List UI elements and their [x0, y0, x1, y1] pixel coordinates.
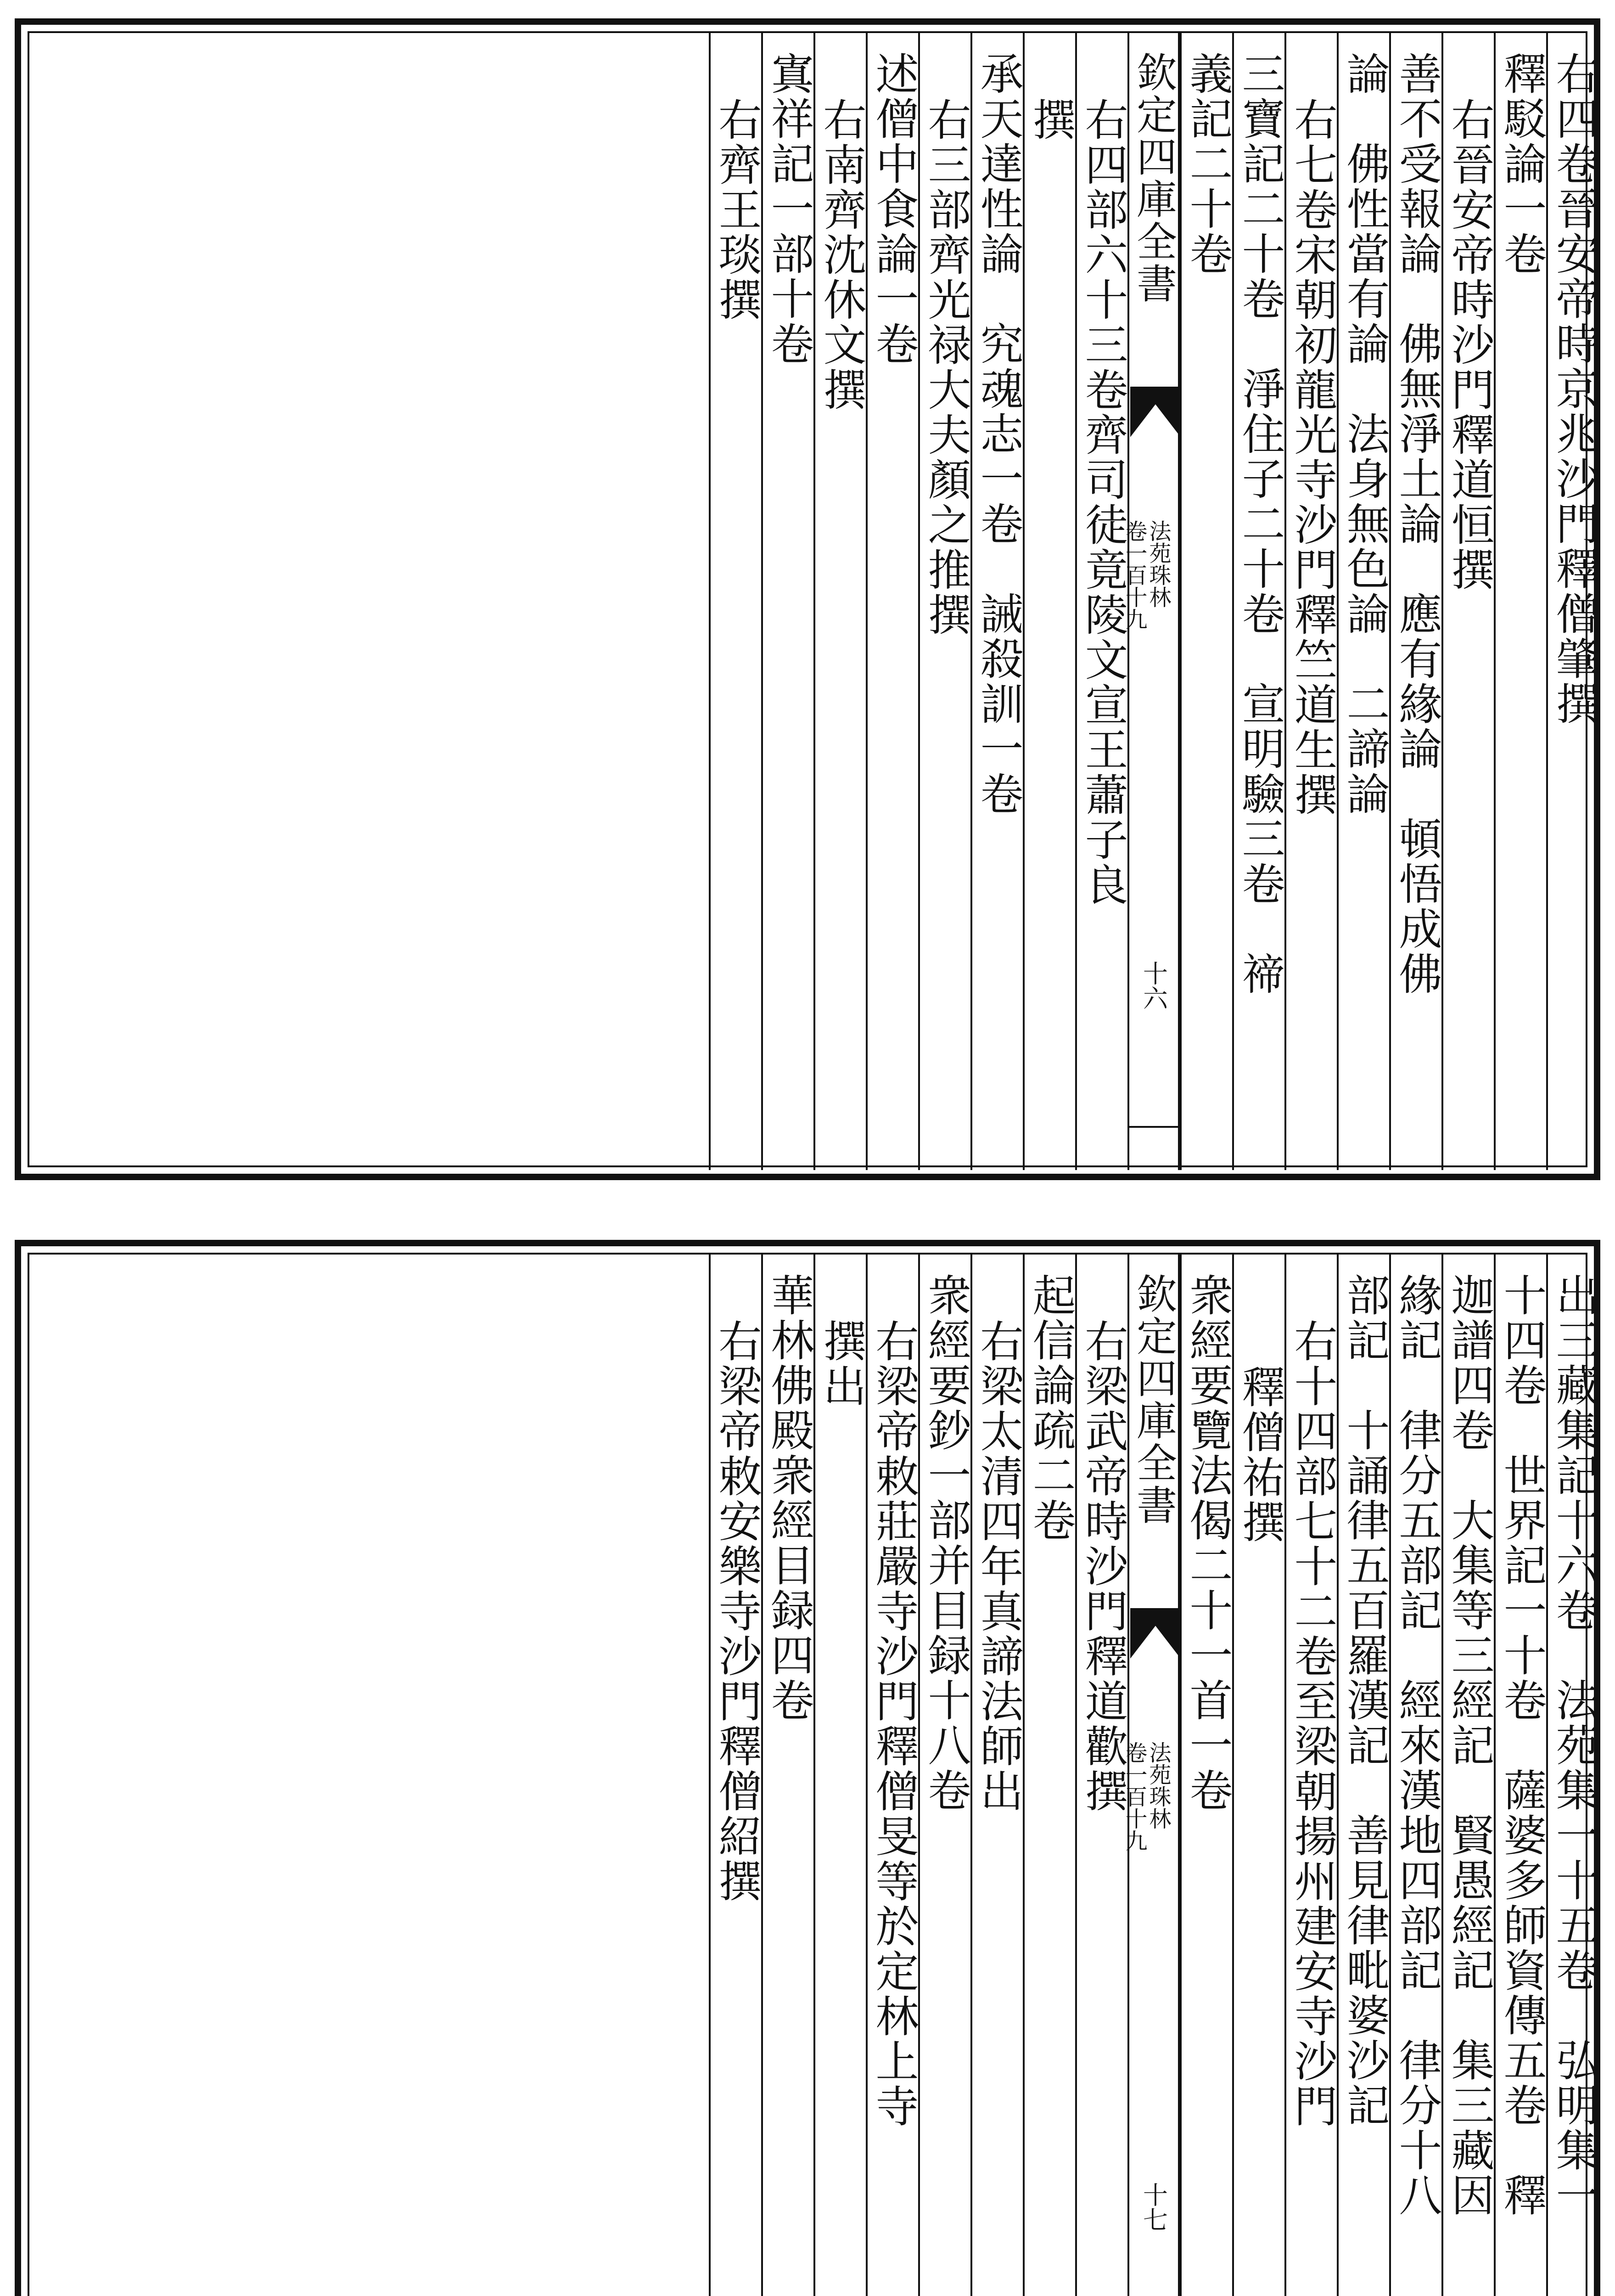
column-text: 衆經要鈔一部并目録十八卷: [920, 1273, 970, 1813]
text-column: [29, 1255, 711, 2296]
text-column: [1075, 1255, 1127, 2296]
text-column: [29, 33, 711, 1170]
column-text: 出三藏集記十六卷 法苑集一十五卷 弘明集一: [1548, 1273, 1598, 2218]
text-column: [1075, 33, 1127, 1170]
text-column: [1389, 33, 1441, 1170]
column-text: 部記 十誦律五百羅漢記 善見律毗婆沙記: [1339, 1273, 1389, 2128]
text-column: [813, 1255, 866, 2296]
center-fold-column: [1122, 1255, 1180, 2296]
text-column: [813, 33, 866, 1170]
column-text: 義記二十卷: [1182, 51, 1232, 276]
column-text: 迦譜四卷 大集等三經記 賢愚經記 集三藏因: [1444, 1273, 1494, 2218]
text-column: [970, 33, 1023, 1170]
column-text: 撰: [1025, 97, 1075, 142]
column-text: 起信論疏二卷: [1025, 1273, 1075, 1543]
text-column: [1232, 33, 1284, 1170]
text-column: [1180, 33, 1232, 1170]
text-column: [1023, 1255, 1075, 2296]
column-text: 右梁太清四年真諦法師出: [973, 1319, 1023, 1814]
text-column: [761, 33, 813, 1170]
column-text: 右七卷宋朝初龍光寺沙門釋竺道生撰: [1287, 97, 1337, 817]
text-column: [709, 1255, 761, 2296]
text-column: [1337, 33, 1389, 1170]
text-column: [1023, 33, 1075, 1170]
column-text: 論 佛性當有論 法身無色論 二諦論: [1339, 51, 1389, 816]
book-title: 欽定四庫全書: [1130, 1273, 1178, 1526]
text-column: [1284, 1255, 1337, 2296]
column-text: 善不受報論 佛無淨土論 應有緣論 頓悟成佛: [1391, 51, 1441, 996]
top-page: [15, 18, 1600, 1180]
text-column: [1441, 1255, 1494, 2296]
column-text: 右梁帝敕莊嚴寺沙門釋僧旻等於定林上寺: [868, 1319, 918, 2129]
column-text: 右三部齊光禄大夫顏之推撰: [920, 97, 970, 637]
column-text: 右四卷晉安帝時京兆沙門釋僧肇撰: [1548, 51, 1598, 726]
text-column: [1546, 1255, 1598, 2296]
book-title: 欽定四庫全書: [1130, 51, 1178, 305]
text-column: [761, 1255, 813, 2296]
column-text: 述僧中食論一卷: [868, 51, 918, 366]
work-title: 法苑珠林: [1145, 520, 1171, 608]
column-text: 釋駁論一卷: [1496, 51, 1546, 276]
bottom-page: [15, 1240, 1600, 2296]
column-text: 十四卷 世界記一十卷 薩婆多師資傳五卷 釋: [1496, 1273, 1546, 2218]
text-column: [1232, 1255, 1284, 2296]
volume-label: 卷一百十九: [1122, 1741, 1147, 1851]
fishtail-mark: [1130, 387, 1181, 437]
column-text: 三寶記二十卷 淨住子二十卷 宣明驗三卷 禘: [1234, 51, 1284, 996]
column-text: 華林佛殿衆經目録四卷: [763, 1273, 813, 1723]
work-title: 法苑珠林: [1145, 1741, 1171, 1829]
text-column: [1494, 33, 1546, 1170]
center-fold-column: [1122, 33, 1180, 1170]
column-text: 承天達性論 究魂志一卷 誡殺訓一卷: [973, 51, 1023, 816]
text-column: [1284, 33, 1337, 1170]
text-column: [709, 33, 761, 1170]
column-text: 衆經要覽法偈二十一首一卷: [1182, 1273, 1232, 1813]
leaf-number: 十七: [1139, 2182, 1168, 2232]
text-column: [918, 1255, 970, 2296]
column-text: 右梁帝敕安樂寺沙門釋僧紹撰: [711, 1319, 761, 1904]
text-column: [1494, 1255, 1546, 2296]
text-column: [1441, 33, 1494, 1170]
column-text: 釋僧祐撰: [1234, 1365, 1284, 1545]
fishtail-mark: [1130, 1608, 1181, 1659]
text-column: [1389, 1255, 1441, 2296]
column-text: 右十四部七十二卷至梁朝揚州建安寺沙門: [1287, 1319, 1337, 2129]
column-text: 右齊王琰撰: [711, 97, 761, 322]
column-text: 緣記 律分五部記 經來漢地四部記 律分十八: [1391, 1273, 1441, 2218]
text-column: [970, 1255, 1023, 2296]
text-column: [1180, 1255, 1232, 2296]
column-text: 右南齊沈休文撰: [816, 97, 866, 412]
text-column: [1546, 33, 1598, 1170]
column-text: 撰出: [816, 1319, 866, 1409]
column-text: 寘祥記一部十卷: [763, 51, 813, 366]
column-text: 右梁武帝時沙門釋道歡撰: [1077, 1319, 1127, 1814]
text-column: [866, 1255, 918, 2296]
fold-divider: [1129, 1126, 1178, 1128]
leaf-number: 十六: [1139, 961, 1168, 1010]
column-text: 右晉安帝時沙門釋道恒撰: [1444, 97, 1494, 592]
text-column: [918, 33, 970, 1170]
volume-label: 卷一百十九: [1122, 520, 1147, 630]
text-column: [1337, 1255, 1389, 2296]
text-column: [866, 33, 918, 1170]
column-text: 右四部六十三卷齊司徒竟陵文宣王蕭子良: [1077, 97, 1127, 907]
